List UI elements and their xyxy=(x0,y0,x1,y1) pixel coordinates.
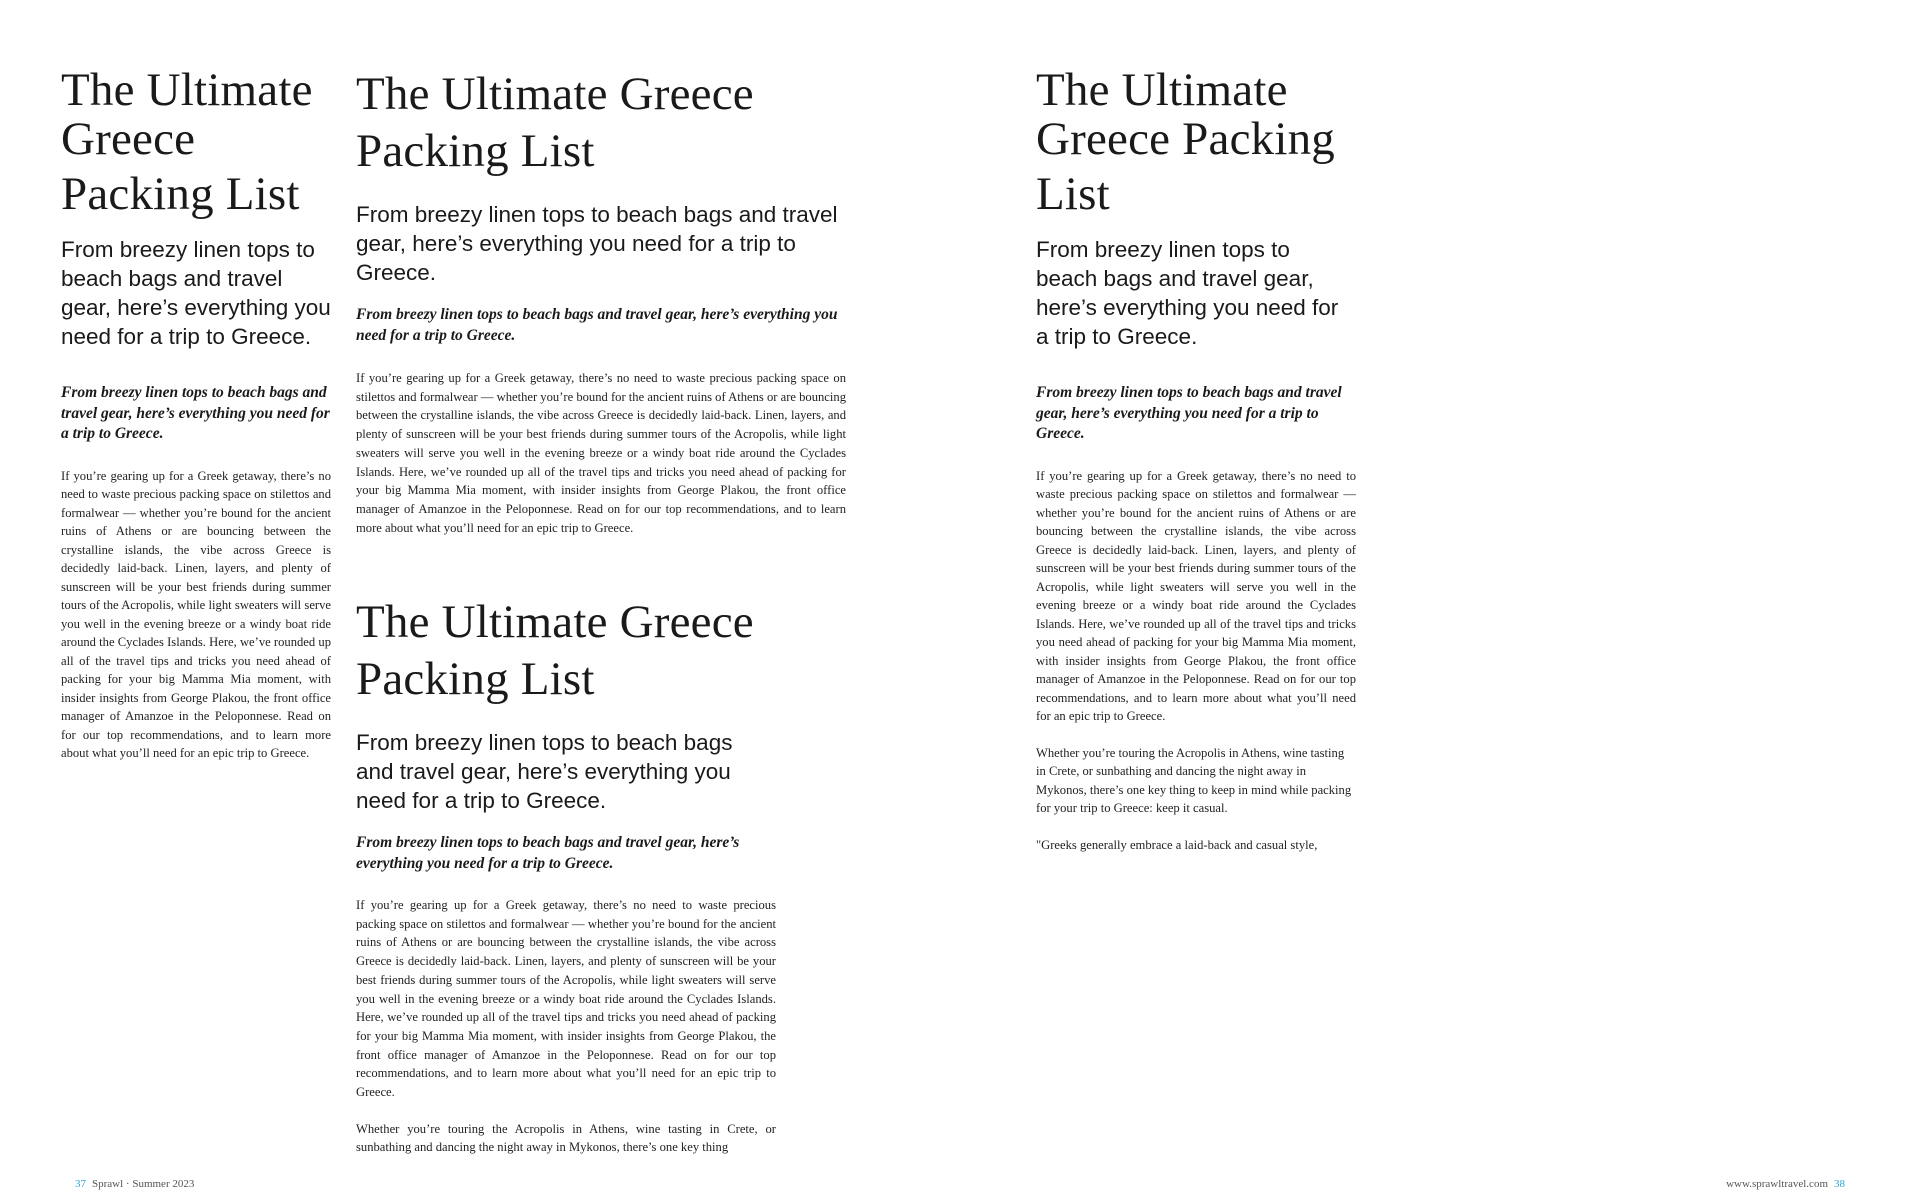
article-title xyxy=(61,66,331,219)
article-lead: From breezy linen tops to beach bags and travel gear, here’s everything you need for a trip to Greece. xyxy=(61,384,330,442)
article-body-continued: Whether you’re touring the Acropolis in Athens, wine tasting in Crete, or sunbathing and dancing the night away in Mykonos, there’s one key thing to keep in mind while packing for your trip to Greece: keep it casual. xyxy=(1036,745,1352,815)
article-lead: From breezy linen tops to beach bags and travel gear, here’s everything you need for a trip to Greece. xyxy=(1036,384,1342,442)
article-body: If you’re gearing up for a Greek getaway, there’s no need to waste precious packing space on stilettos and formalwear — whether you’re bound for the ancient ruins of Athens or are bouncing between the crystalline islands, the vibe across Greece is decidedly laid-back. Linen, layers, and plenty of sunscreen will be your best friends during summer tours of the Acropolis, while light sweaters will serve you well in the evening breeze or a windy boat ride around the Cyclades Islands. Here, we’ve rounded up all of the travel tips and tricks you need ahead of packing for your big Mamma Mia moment, with insider insights from George Plakou, the front office manager of Amanzoe in the Peloponnese. Read on for our top recommendations, and to learn more about what you’ll need for an epic trip to Greece. xyxy=(61,468,331,760)
page-number-left: 37 xyxy=(75,1178,86,1190)
article-body-continued: Whether you’re touring the Acropolis in Athens, wine tasting in Crete, or sunbathing and dancing the night away in Mykonos, there’s one key thing xyxy=(356,1121,776,1155)
article-title xyxy=(356,66,846,180)
article-lead: From breezy linen tops to beach bags and travel gear, here’s everything you need for a trip to Greece. xyxy=(356,306,838,344)
article-subtitle: From breezy linen tops to beach bags and travel gear, here’s everything you need for a trip to Greece. xyxy=(1036,237,1339,349)
title-line: Greece xyxy=(61,113,196,165)
title-line: Greece Packing xyxy=(1036,113,1336,165)
article-subtitle: From breezy linen tops to beach bags and travel gear, here’s everything you need for a trip to Greece. xyxy=(356,202,838,285)
article-body: If you’re gearing up for a Greek getaway, there’s no need to waste precious packing space on stilettos and formalwear — whether you’re bound for the ancient ruins of Athens or are bouncing between the crystalline islands, the vibe across Greece is decidedly laid-back. Linen, layers, and plenty of sunscreen will be your best friends during summer tours of the Acropolis, while light sweaters will serve you well in the evening breeze or a windy boat ride around the Cyclades Islands. Here, we’ve rounded up all of the travel tips and tricks you need ahead of packing for your big Mamma Mia moment, with insider insights from George Plakou, the front office manager of Amanzoe in the Peloponnese. Read on for our top recommendations, and to learn more about what you’ll need for an epic trip to Greece. xyxy=(1036,468,1356,723)
page-number-right: 38 xyxy=(1834,1178,1845,1190)
footer-right xyxy=(1726,1178,1845,1190)
publication-name: Sprawl · Summer 2023 xyxy=(92,1178,195,1190)
article-variant-narrow xyxy=(61,66,331,763)
website-url[interactable]: www.sprawltravel.com xyxy=(1726,1178,1828,1190)
title-line: The Ultimate Greece xyxy=(356,596,754,648)
article-title xyxy=(356,594,776,708)
title-line: The Ultimate xyxy=(61,64,313,116)
footer-left xyxy=(75,1178,194,1190)
title-line: Packing List xyxy=(356,125,595,177)
title-line: List xyxy=(1036,168,1110,220)
title-line: Packing List xyxy=(61,168,300,220)
article-variant-medium xyxy=(356,594,776,1157)
article-lead: From breezy linen tops to beach bags and travel gear, here’s everything you need for a trip to Greece. xyxy=(356,834,740,872)
article-variant-right-page xyxy=(1036,66,1356,854)
article-subtitle: From breezy linen tops to beach bags and travel gear, here’s everything you need for a trip to Greece. xyxy=(356,730,733,813)
article-quote-start: "Greeks generally embrace a laid-back and casual style, xyxy=(1036,837,1318,852)
article-body: If you’re gearing up for a Greek getaway, there’s no need to waste precious packing space on stilettos and formalwear — whether you’re bound for the ancient ruins of Athens or are bouncing between the crystalline islands, the vibe across Greece is decidedly laid-back. Linen, layers, and plenty of sunscreen will be your best friends during summer tours of the Acropolis, while light sweaters will serve you well in the evening breeze or a windy boat ride around the Cyclades Islands. Here, we’ve rounded up all of the travel tips and tricks you need ahead of packing for your big Mamma Mia moment, with insider insights from George Plakou, the front office manager of Amanzoe in the Peloponnese. Read on for our top recommendations, and to learn more about what you’ll need for an epic trip to Greece. xyxy=(356,898,776,1100)
title-line: Packing List xyxy=(356,653,595,705)
article-variant-wide xyxy=(356,66,846,537)
article-body: If you’re gearing up for a Greek getaway, there’s no need to waste precious packing space on stilettos and formalwear — whether you’re bound for the ancient ruins of Athens or are bouncing between the crystalline islands, the vibe across Greece is decidedly laid-back. Linen, layers, and plenty of sunscreen will be your best friends during summer tours of the Acropolis, while light sweaters will serve you well in the evening breeze or a windy boat ride around the Cyclades Islands. Here, we’ve rounded up all of the travel tips and tricks you need ahead of packing for your big Mamma Mia moment, with insider insights from George Plakou, the front office manager of Amanzoe in the Peloponnese. Read on for our top recommendations, and to learn more about what you’ll need for an epic trip to Greece. xyxy=(356,371,846,535)
article-title xyxy=(1036,66,1356,219)
title-line: The Ultimate xyxy=(1036,64,1288,116)
article-subtitle: From breezy linen tops to beach bags and travel gear, here’s everything you need for a trip to Greece. xyxy=(61,237,331,349)
title-line: The Ultimate Greece xyxy=(356,68,754,120)
